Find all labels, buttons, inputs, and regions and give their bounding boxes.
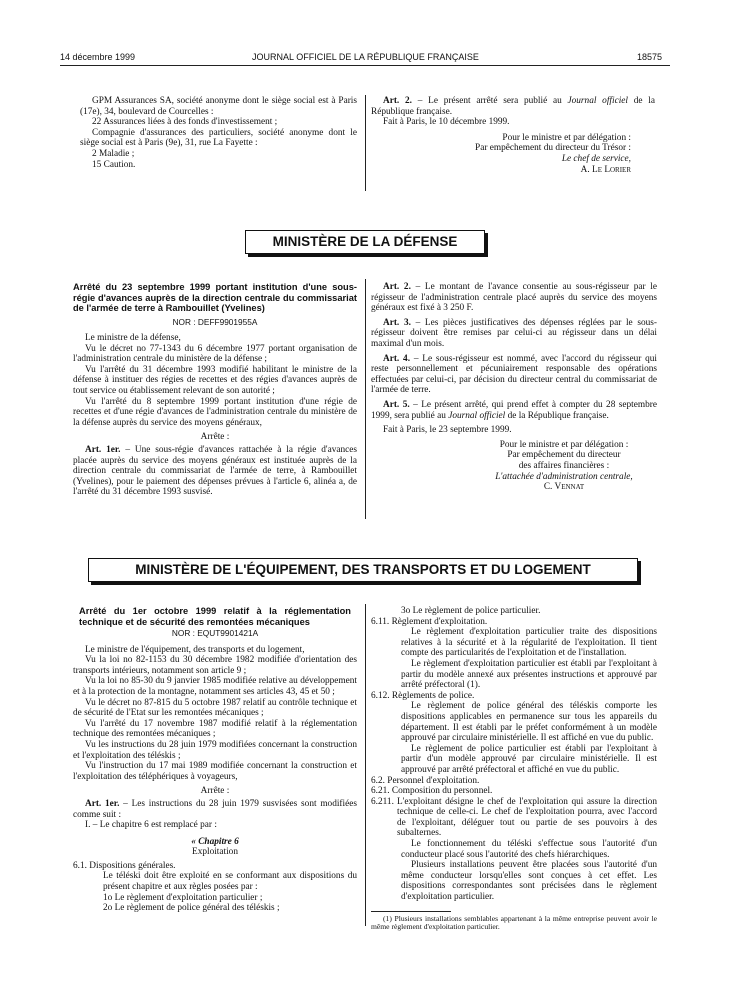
paragraph: Le ministre de l'équipement, des transports et du logement, bbox=[85, 644, 305, 655]
list-item: 1o Le règlement d'exploitation particulier ; bbox=[103, 892, 263, 903]
list-item: 2 Maladie ; bbox=[92, 148, 135, 159]
chapter-title: Exploitation bbox=[192, 847, 238, 858]
paragraph: Vu la loi no 85-30 du 9 janvier 1985 modifiée relative au développement et à la protection de la montagne, notamment ses articles 43, 45 et 50 ; bbox=[73, 676, 357, 697]
section-heading: 6.1. Dispositions générales. bbox=[73, 860, 176, 871]
top-right-column bbox=[371, 96, 655, 175]
paragraph: Vu l'arrêté du 17 novembre 1987 modifié relatif à la réglementation technique des remontées mécaniques ; bbox=[73, 718, 357, 740]
footnote: (1) Plusieurs installations semblables appartenant à la même entreprise peuvent avoir le même règlement d'exploitation particulier. bbox=[371, 913, 657, 932]
equipment-right-column bbox=[371, 606, 657, 932]
header-date: 14 décembre 1999 bbox=[60, 52, 136, 62]
defense-left-column bbox=[73, 282, 357, 498]
paragraph: Le téléski doit être exploité en se conformant aux dispositions du présent chapitre et aux règles posées par : bbox=[103, 871, 357, 893]
paragraph: Plusieurs installations peuvent être placées sous l'autorité d'un même conducteur lorsqu'elles sont conçues à cet effet. Les dispositions correspondantes sont précisées dans le règlement d'exploitation particulier. bbox=[401, 860, 657, 903]
section-heading: 6.11. Règlement d'exploitation. bbox=[371, 616, 488, 627]
arrete-line: Arrête : bbox=[200, 432, 230, 443]
header-page-number: 18575 bbox=[637, 52, 663, 62]
paragraph: Le règlement d'exploitation particulier est établi par l'exploitant à partir du modèle annexé aux présentes instructions et approuvé par arrêté préfectoral (1). bbox=[401, 658, 657, 691]
signature-block: Pour le ministre et par délégation : Par empêchement du directeur des affaires financières : L'attachée d'administration centrale, C. Vennat bbox=[371, 440, 657, 493]
decree-title: Arrêté du 23 septembre 1999 portant institution d'une sous-régie d'avances auprès de la direction centrale du commissariat de l'armée de terre à Rambouillet (Yvelines) bbox=[73, 282, 357, 313]
arrete-line: Arrête : bbox=[200, 786, 230, 797]
list-item: 22 Assurances liées à des fonds d'investissement ; bbox=[92, 117, 278, 128]
paragraph: Le règlement de police général des téléskis comporte les dispositions applicables en permanence sur tous les appareils du département. Il est établi par le préfet conformément à un modèle approuvé par circulaire ministérielle. Il est affiché en vue du public. bbox=[401, 701, 657, 744]
signatory-name: A. Le Lorier bbox=[580, 164, 631, 175]
section-heading: 6.12. Règlements de police. bbox=[371, 690, 475, 701]
section-heading: 6.2. Personnel d'exploitation. bbox=[371, 775, 480, 786]
paragraph: Vu l'arrêté du 8 septembre 1999 portant institution d'une régie de recettes et d'une régie d'avances de l'administration centrale du ministère de la défense auprès du service des moyens généraux, bbox=[73, 396, 357, 428]
paragraph: Vu le décret no 87-815 du 5 octobre 1987 relatif au contrôle technique et de sécurité de l'Etat sur les remontées mécaniques ; bbox=[73, 697, 357, 719]
decree-title: Arrêté du 1er octobre 1999 relatif à la réglementation technique et de sécurité des remontées mécaniques bbox=[79, 606, 351, 627]
nor-reference: NOR : DEFF9901955A bbox=[172, 316, 258, 327]
paragraph: Le règlement de police particulier est établi par l'exploitant à partir d'un modèle approuvé par circulaire ministérielle. Il est approuvé par arrêté préfectoral et affiché en vue du public. bbox=[401, 743, 657, 775]
fait-line: Fait à Paris, le 10 décembre 1999. bbox=[383, 117, 510, 128]
article-3: Art. 3. – Les pièces justificatives des dépenses réglées par le sous-régisseur doivent être remises par celui-ci au régisseur dans un délai maximal d'un mois. bbox=[371, 317, 657, 349]
signatory-name: C. Vennat bbox=[543, 482, 585, 493]
paragraph: Le ministre de la défense, bbox=[85, 333, 181, 344]
article-2: Art. 2. – Le montant de l'avance consentie au sous-régisseur par le régisseur de l'administration centrale placé auprès du service des moyens généraux est fixé à 3 250 F. bbox=[371, 282, 657, 314]
list-item: Compagnie d'assurances des particuliers, société anonyme dont le siège social est à Paris (9e), 31, rue La Fayette : bbox=[80, 127, 357, 149]
paragraph: Vu l'instruction du 17 mai 1989 modifiée concernant la construction et l'exploitation des téléphériques à voyageurs, bbox=[73, 761, 357, 782]
footnote-rule bbox=[371, 911, 451, 912]
article-1: Art. 1er. – Les instructions du 28 juin 1979 susvisées sont modifiées comme suit : bbox=[73, 798, 357, 820]
article-2: Art. 2. – Le présent arrêté sera publié au Journal officiel de la République française. bbox=[371, 96, 655, 117]
article-1: Art. 1er. – Une sous-régie d'avances rattachée à la régie d'avances placée auprès du service des moyens généraux est instituée auprès de la direction centrale du commissariat de l'armée de terre, à Rambouillet (Yvelines), pour le paiement des dépenses prévues à l'article 6, alinéa a, de l'arrêté du 31 décembre 1993 susvisé. bbox=[73, 445, 357, 498]
top-left-column bbox=[80, 96, 357, 170]
column-divider bbox=[365, 279, 366, 519]
list-item: 15 Caution. bbox=[92, 159, 136, 170]
paragraph: L'exploitant désigne le chef de l'exploitation qui assure la direction technique de celle-ci. Le chef de l'exploitation pourra, avec l'accord de l'exploitant, déléguer tout ou partie de ses pouvoirs à des subalternes. bbox=[397, 796, 657, 839]
list-item: GPM Assurances SA, société anonyme dont le siège social est à Paris (17e), 34, boulevard de Courcelles : bbox=[80, 96, 357, 117]
paragraph: Vu la loi no 82-1153 du 30 décembre 1982 modifiée d'orientation des transports intérieurs, notamment son article 9 ; bbox=[73, 655, 357, 676]
article-5: Art. 5. – Le présent arrêté, qui prend effet à compter du 28 septembre 1999, sera publié au Journal officiel de la République française. bbox=[371, 399, 657, 421]
article-label: Art. 2. bbox=[383, 96, 412, 106]
list-item: 2o Le règlement de police général des téléskis ; bbox=[103, 903, 280, 914]
paragraph: Vu le décret no 77-1343 du 6 décembre 1977 portant organisation de l'administration centrale du ministère de la défense ; bbox=[73, 343, 357, 365]
column-divider bbox=[365, 604, 366, 926]
header-rule bbox=[60, 65, 670, 66]
fait-line: Fait à Paris, le 23 septembre 1999. bbox=[383, 425, 512, 436]
ministry-equipment-heading: MINISTÈRE DE L'ÉQUIPEMENT, DES TRANSPORTS ET DU LOGEMENT bbox=[88, 558, 638, 582]
chapter-heading: « Chapitre 6 bbox=[191, 836, 239, 847]
subsection-6211: 6.211. L'exploitant désigne le chef de l'exploitation qui assure la direction technique de celle-ci. Le chef de l'exploitation pourra, avec l'accord de l'exploitant, déléguer tout ou partie de ses pouvoirs à des subalternes. bbox=[371, 796, 657, 839]
section-heading: 6.21. Composition du personnel. bbox=[371, 786, 493, 797]
header-title: JOURNAL OFFICIEL DE LA RÉPUBLIQUE FRANÇAISE bbox=[252, 52, 479, 62]
article-4: Art. 4. – Le sous-régisseur est nommé, avec l'accord du régisseur qui reste personnellement et pécuniairement responsable des opérations effectuées par celui-ci, par décision du directeur central du commissariat de l'armée de terre. bbox=[371, 353, 658, 396]
column-divider bbox=[365, 95, 366, 191]
list-item: 3o Le règlement de police particulier. bbox=[401, 606, 541, 616]
defense-right-column bbox=[371, 282, 657, 493]
paragraph: I. – Le chapitre 6 est remplacé par : bbox=[85, 820, 217, 831]
equipment-left-column bbox=[73, 606, 357, 914]
paragraph: Le fonctionnement du téléski s'effectue sous l'autorité d'un conducteur placé sous l'autorité des chefs hiérarchiques. bbox=[401, 839, 657, 860]
nor-reference: NOR : EQUT9901421A bbox=[171, 628, 259, 638]
paragraph: Vu l'arrêté du 31 décembre 1993 modifié habilitant le ministre de la défense à instituer des régies de recettes et des régies d'avances auprès de tout service ou établissement relevant de son autorité ; bbox=[73, 364, 357, 397]
ministry-defense-heading: MINISTÈRE DE LA DÉFENSE bbox=[245, 230, 485, 254]
paragraph: Le règlement d'exploitation particulier traite des dispositions relatives à la sécurité et à la régularité de l'exploitation. Il tient compte des particularités de l'exploitation et de l'installation. bbox=[401, 627, 657, 659]
signature-block: Pour le ministre et par délégation : Par empêchement du directeur du Trésor : Le chef de service, A. Le Lorier bbox=[371, 133, 655, 175]
paragraph: Vu les instructions du 28 juin 1979 modifiées concernant la construction et l'exploitation des téléskis ; bbox=[73, 739, 357, 761]
